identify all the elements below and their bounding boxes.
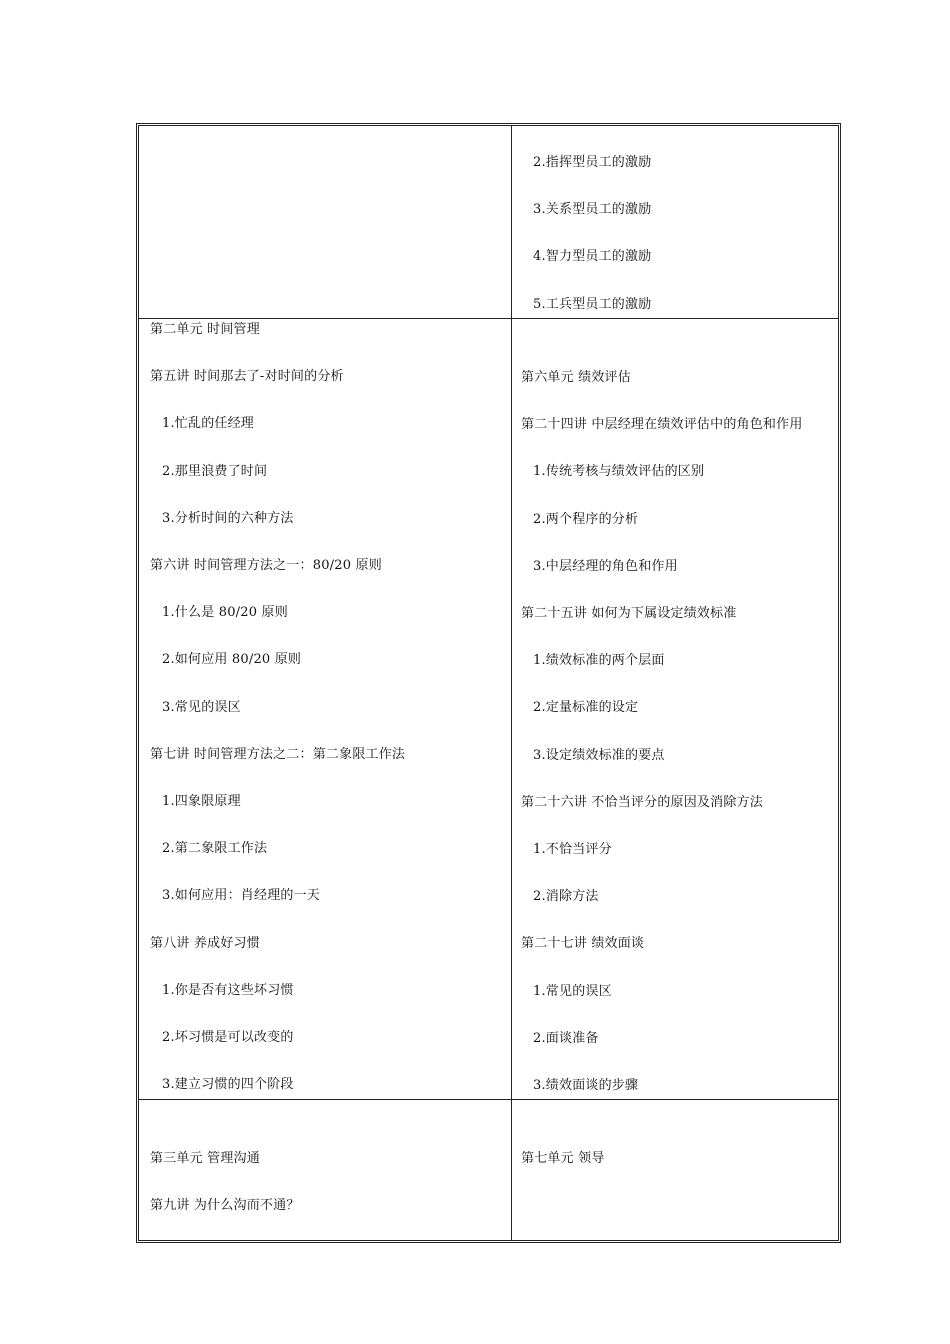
- outline-item: 4.智力型员工的激励: [533, 249, 652, 264]
- row-divider-2: [139, 1099, 838, 1100]
- lecture-heading: 第二十七讲 绩效面谈: [521, 936, 645, 951]
- outline-item: 2.坏习惯是可以改变的: [162, 1030, 294, 1045]
- lecture-heading: 第二十五讲 如何为下属设定绩效标准: [521, 606, 737, 621]
- lecture-heading: 第二十四讲 中层经理在绩效评估中的角色和作用: [521, 417, 803, 432]
- lecture-heading: 第六讲 时间管理方法之一：80/20 原则: [150, 558, 382, 573]
- outline-item: 2.如何应用 80/20 原则: [162, 652, 302, 667]
- outline-item: 2.定量标准的设定: [533, 700, 639, 715]
- outline-item: 1.忙乱的任经理: [162, 416, 255, 431]
- unit-heading: 第六单元 绩效评估: [521, 370, 631, 385]
- outline-item: 3.设定绩效标准的要点: [533, 748, 665, 763]
- unit-heading: 第二单元 时间管理: [150, 322, 260, 337]
- outline-item: 1.传统考核与绩效评估的区别: [533, 464, 705, 479]
- outline-item: 2.面谈准备: [533, 1031, 599, 1046]
- lecture-heading: 第五讲 时间那去了-对时间的分析: [150, 369, 344, 384]
- outline-item: 2.两个程序的分析: [533, 512, 639, 527]
- outline-item: 3.中层经理的角色和作用: [533, 559, 678, 574]
- outline-item: 1.四象限原理: [162, 794, 241, 809]
- outline-item: 2.指挥型员工的激励: [533, 155, 652, 170]
- column-divider: [511, 126, 512, 1240]
- lecture-heading: 第八讲 养成好习惯: [150, 936, 260, 951]
- outline-item: 1.什么是 80/20 原则: [162, 605, 288, 620]
- outline-item: 3.分析时间的六种方法: [162, 511, 294, 526]
- outline-item: 3.如何应用：肖经理的一天: [162, 888, 321, 903]
- outline-item: 3.建立习惯的四个阶段: [162, 1077, 294, 1092]
- syllabus-table: [136, 123, 841, 1243]
- lecture-heading: 第七讲 时间管理方法之二：第二象限工作法: [150, 747, 406, 762]
- outline-item: 1.你是否有这些坏习惯: [162, 983, 294, 998]
- outline-item: 3.关系型员工的激励: [533, 202, 652, 217]
- outline-item: 2.第二象限工作法: [162, 841, 268, 856]
- outline-item: 3.绩效面谈的步骤: [533, 1078, 639, 1093]
- row-divider-1: [139, 318, 838, 319]
- outline-item: 1.不恰当评分: [533, 842, 612, 857]
- outline-item: 2.那里浪费了时间: [162, 464, 268, 479]
- lecture-heading: 第二十六讲 不恰当评分的原因及消除方法: [521, 795, 763, 810]
- outline-item: 1.常见的误区: [533, 984, 612, 999]
- outline-item: 2.消除方法: [533, 889, 599, 904]
- unit-heading: 第七单元 领导: [521, 1151, 605, 1166]
- lecture-heading: 第九讲 为什么沟而不通？: [150, 1198, 300, 1213]
- outline-item: 3.常见的误区: [162, 700, 241, 715]
- unit-heading: 第三单元 管理沟通: [150, 1151, 260, 1166]
- outline-item: 1.绩效标准的两个层面: [533, 653, 665, 668]
- outline-item: 5.工兵型员工的激励: [533, 297, 652, 312]
